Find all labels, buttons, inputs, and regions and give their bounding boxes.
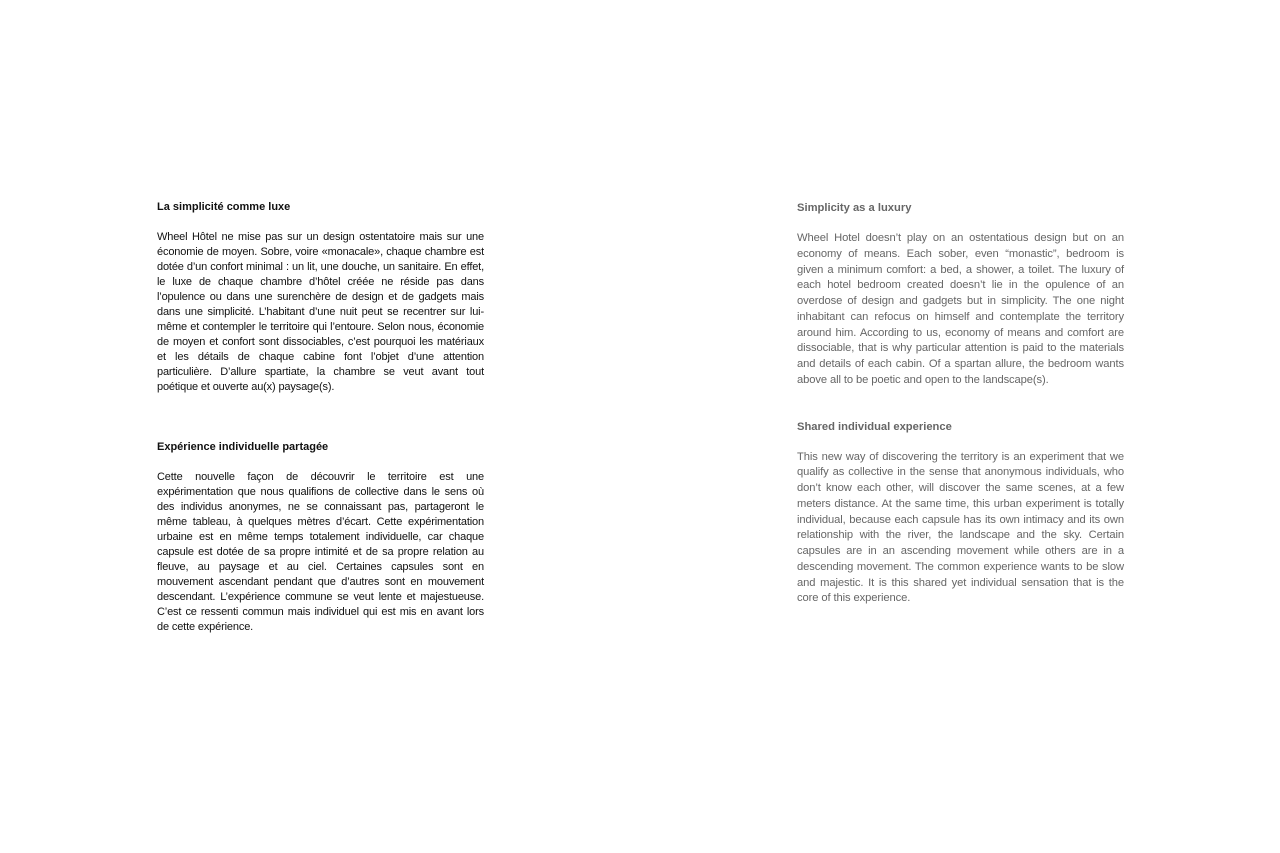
section-body-simplicity-en: Wheel Hotel doesn’t play on an ostentatious design but on an economy of means. Each sober, even “monastic”, bedroom is given a minimum comfort: a bed, a shower, a toilet. The luxury of each hotel bedroom created doesn’t lie in the opulence of an overdose of design and gadgets but in simplicity. The one night inhabitant can refocus on himself and contemplate the territory around him. According to us, economy of means and comfort are dissociable, that is why particular attention is paid to the materials and details of each cabin. Of a spartan allure, the bedroom wants above all to be poetic and open to the landscape(s).: [797, 232, 1124, 386]
english-column: [797, 200, 1124, 607]
section-body-shared-experience-en: This new way of discovering the territory is an experiment that we qualify as collective in the sense that anonymous individuals, who don’t know each other, will discover the same scenes, at a few meters distance. At the same time, this urban experiment is totally individual, because each capsule has its own intimacy and its own relationship with the river, the landscape and the sky. Certain capsules are in an ascending movement while others are in a descending movement. The common experience wants to be slow and majestic. It is this shared yet individual sensation that is the core of this experience.: [797, 450, 1124, 605]
section-body-shared-experience-fr: Cette nouvelle façon de découvrir le territoire est une expérimentation que nous qualifions de collective dans le sens où des individus anonymes, ne se connaissant pas, partageront le même tableau, à quelques mètres d’écart. Cette expérimentation urbaine est en même temps totalement individuelle, car chaque capsule est dotée de sa propre intimité et de sa propre relation au fleuve, au paysage et au ciel. Certaines capsules sont en mouvement ascendant pendant que d’autres sont en mouvement descendant. L’expérience commune se veut lente et majestueuse. C’est ce ressenti commun mais individuel qui est mis en avant lors de cette expérience.: [157, 471, 484, 633]
section-heading-simplicity-fr: La simplicité comme luxe: [157, 201, 291, 213]
section-body-simplicity-fr: Wheel Hôtel ne mise pas sur un design ostentatoire mais sur une économie de moyen. Sobre, voire «monacale», chaque chambre est dotée d’un confort minimal : un lit, une douche, un sanitaire. En effet, le luxe de chaque chambre d’hôtel créée ne réside pas dans l’opulence ou dans une surenchère de design et de gadgets mais dans une simplicité. L’habitant d’une nuit peut se recentrer sur lui-même et contempler le territoire qui l’entoure. Selon nous, économie de moyen et confort sont dissociables, c’est pourquoi les matériaux et les détails de chaque cabine font l’objet d’une attention particulière. D’allure spartiate, la chambre se veut avant tout poétique et ouverte au(x) paysage(s).: [157, 231, 484, 393]
section-heading-simplicity-en: Simplicity as a luxury: [797, 202, 912, 214]
section-heading-shared-experience-en: Shared individual experience: [797, 420, 952, 433]
french-column: [157, 200, 484, 635]
section-heading-shared-experience-fr: Expérience individuelle partagée: [157, 441, 329, 453]
